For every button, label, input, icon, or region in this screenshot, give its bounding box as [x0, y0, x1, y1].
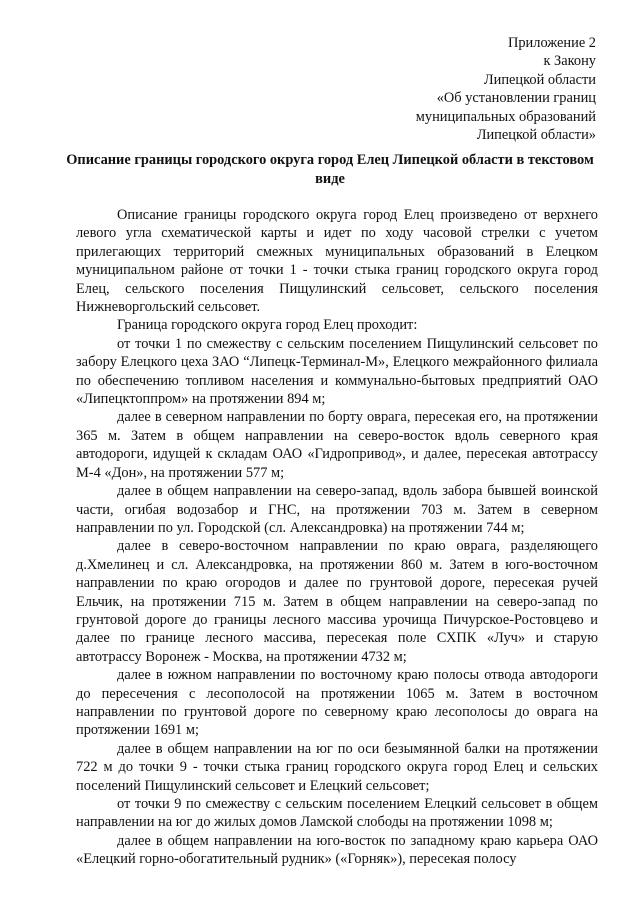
- body-paragraph: от точки 1 по смежеству с сельским поселением Пищулинский сельсовет по забору Елецкого цеха ЗАО “Липецк-Терминал-М», Елецкого межрайонного филиала по обеспечению топливом населения и коммунально-бытовых предприятий ОАО «Липецктоппром» на протяжении 894 м;: [76, 335, 598, 408]
- document-body: [76, 206, 598, 869]
- body-paragraph: далее в северном направлении по борту оврага, пересекая его, на протяжении 365 м. Затем в общем направлении на северо-восток вдоль северного края автодороги, идущей к складам ОАО «Гидропривод», и далее, пересекая автотрассу М-4 «Дон», на протяжении 577 м;: [76, 409, 598, 481]
- appendix-line: «Об установлении границ: [436, 90, 596, 107]
- body-paragraph: далее в общем направлении на северо-запад, вдоль забора бывшей воинской части, огибая водозабор и ГНС, на протяжении 703 м. Затем в северном направлении по ул. Городской (сл. Александровка) на протяжении 744 м;: [76, 483, 598, 536]
- body-paragraph: Граница городского округа город Елец проходит:: [117, 317, 418, 334]
- appendix-line: к Закону: [543, 53, 596, 70]
- appendix-header: [336, 34, 596, 144]
- body-paragraph: далее в общем направлении на юго-восток по западному краю карьера ОАО «Елецкий горно-обогатительный рудник» («Горняк»), пересекая полосу: [76, 832, 598, 868]
- body-paragraph: Описание границы городского округа город Елец произведено от верхнего левого угла схематической карты и идет по ходу часовой стрелки с учетом прилегающих территорий смежных муниципальных образований в Елецком муниципальном районе от точки 1 - точки стыка границ городского округа город Елец, сельского поселения Пищулинский сельсовет, сельского поселения Нижневоргольский сельсовет.: [76, 207, 598, 316]
- body-paragraph: далее в южном направлении по восточному краю полосы отвода автодороги до пересечения с лесополосой на протяжении 1065 м. Затем в восточном направлении по грунтовой дороге по северному краю лесополосы до оврага на протяжении 1691 м;: [76, 667, 598, 739]
- document-title: Описание границы городского округа город Елец Липецкой области в текстовом виде: [66, 152, 594, 187]
- body-paragraph: от точки 9 по смежеству с сельским поселением Елецкий сельсовет в общем направлении на юг до жилых домов Ламской слободы на протяжении 1098 м;: [76, 796, 598, 831]
- appendix-line: муниципальных образований: [415, 108, 596, 125]
- body-paragraph: далее в общем направлении на юг по оси безымянной балки на протяжении 722 м до точки 9 - точки стыка границ городского округа город Елец и сельских поселений Пищулинский сельсовет и Елецкий сельсовет;: [76, 740, 598, 794]
- body-paragraph: далее в северо-восточном направлении по краю оврага, разделяющего д.Хмелинец и сл. Александровка, на протяжении 860 м. Затем в юго-восточном направлении по краю огородов и далее по грунтовой дороге, пересекая ручей Ельчик, на протяжении 715 м. Затем в общем направлении на северо-запад по грунтовой дороге до границы лесного массива урочища Пичурское-Ростовцево и далее по границе лесного массива, пересекая поле СХПК «Луч» и старую автотрассу Воронеж - Москва, на протяжении 4732 м;: [76, 538, 598, 665]
- appendix-line: Приложение 2: [507, 35, 596, 51]
- appendix-line: Липецкой области»: [476, 127, 596, 144]
- appendix-line: Липецкой области: [483, 71, 596, 88]
